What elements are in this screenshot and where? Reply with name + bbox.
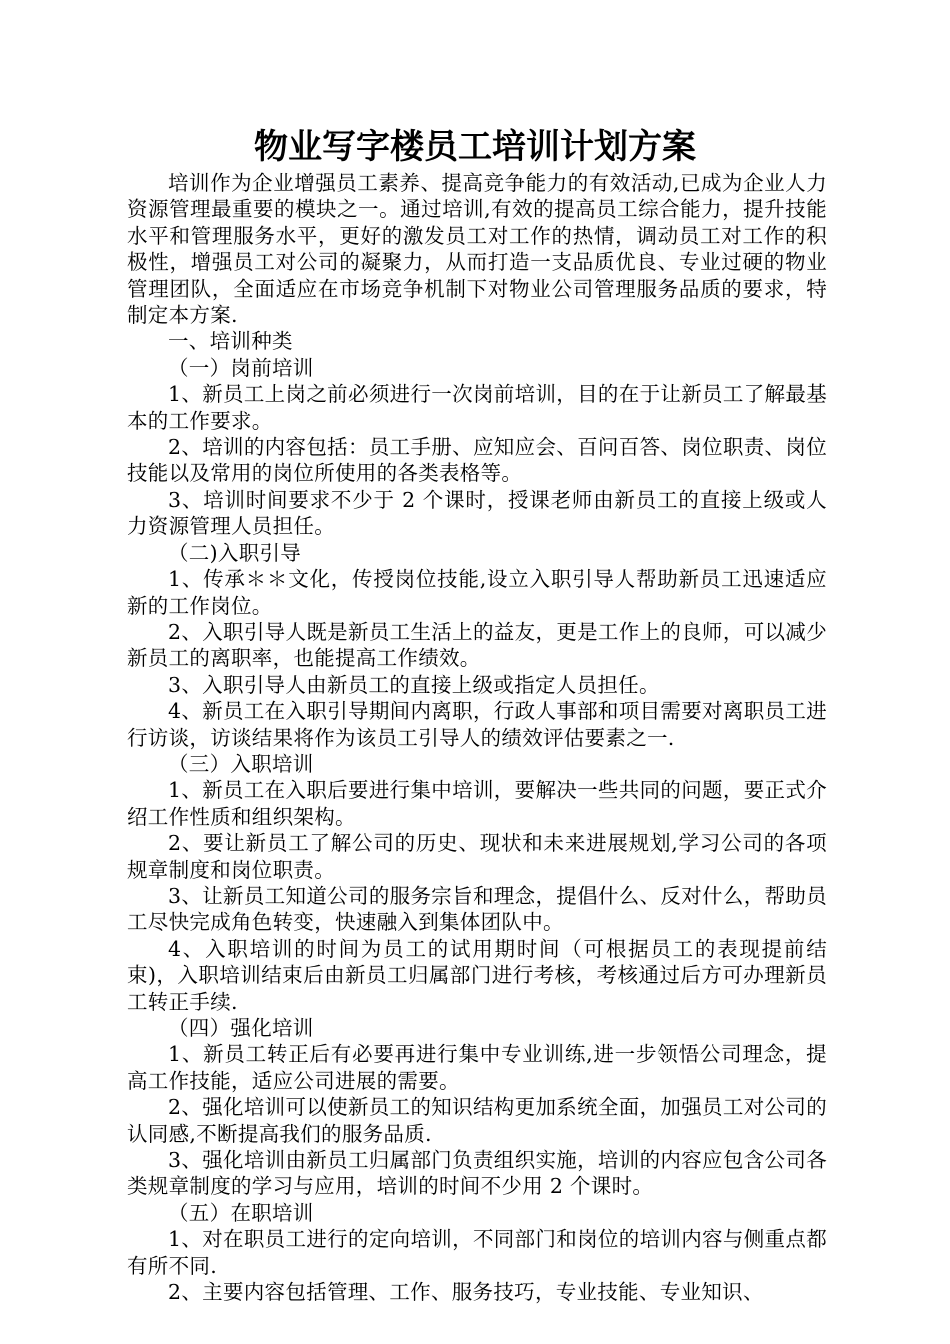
subsection-heading-induction: （三）入职培训 bbox=[168, 751, 314, 776]
subsection-heading-intensive: （四）强化培训 bbox=[168, 1016, 314, 1040]
list-item: 4、入职培训的时间为员工的试用期时间（可根据员工的表现提前结束)，入职培训结束后由新员工归属部门进行考核，考核通过后方可办理新员工转正手续. bbox=[127, 936, 827, 1014]
list-item: 1、新员工上岗之前必须进行一次岗前培训，目的在于让新员工了解最基本的工作要求。 bbox=[127, 382, 827, 433]
list-item: 1、新员工转正后有必要再进行集中专业训练,进一步领悟公司理念，提高工作技能，适应公司进展的需要。 bbox=[127, 1042, 827, 1093]
list-item: 4、新员工在入职引导期间内离职，行政人事部和项目需要对离职员工进行访谈，访谈结果将作为该员工引导人的绩效评估要素之一. bbox=[127, 699, 827, 750]
list-item: 2、入职引导人既是新员工生活上的益友，更是工作上的良师，可以减少新员工的离职率，也能提高工作绩效。 bbox=[127, 619, 827, 671]
intro-paragraph: 培训作为企业增强员工素养、提高竞争能力的有效活动,已成为企业人力资源管理最重要的模块之一。通过培训,有效的提高员工综合能力，提升技能水平和管理服务水平，更好的激发员工对工作的热情，调动员工对工作的积极性，增强员工对公司的凝聚力，从而打造一支品质优良、专业过硬的物业管理团队，全面适应在市场竞争机制下对物业公司管理服务品质的要求，特制定本方案. bbox=[127, 171, 827, 328]
list-item: 2、培训的内容包括：员工手册、应知应会、百问百答、岗位职责、岗位技能以及常用的岗位所使用的各类表格等。 bbox=[127, 435, 827, 486]
list-item: 3、让新员工知道公司的服务宗旨和理念，提倡什么、反对什么，帮助员工尽快完成角色转变，快速融入到集体团队中。 bbox=[127, 883, 827, 935]
list-item: 2、强化培训可以使新员工的知识结构更加系统全面，加强员工对公司的认同感,不断提高我们的服务品质. bbox=[127, 1095, 827, 1146]
list-item: 1、传承＊＊文化，传授岗位技能,设立入职引导人帮助新员工迅速适应新的工作岗位。 bbox=[127, 567, 827, 618]
list-item: 3、强化培训由新员工归属部门负责组织实施，培训的内容应包含公司各类规章制度的学习与应用，培训的时间不少用 2 个课时。 bbox=[127, 1148, 827, 1199]
list-item: 1、对在职员工进行的定向培训，不同部门和岗位的培训内容与侧重点都有所不同. bbox=[127, 1227, 827, 1278]
list-item: 1、新员工在入职后要进行集中培训，要解决一些共同的问题，要正式介绍工作性质和组织架构。 bbox=[127, 778, 827, 829]
list-item: 2、要让新员工了解公司的历史、现状和未来进展规划,学习公司的各项规章制度和岗位职责。 bbox=[127, 831, 827, 882]
document-title: 物业写字楼员工培训计划方案 bbox=[254, 127, 696, 167]
subsection-heading-pre-job: （一）岗前培训 bbox=[168, 355, 314, 380]
section-heading-training-types: 一、培训种类 bbox=[168, 329, 293, 354]
subsection-heading-on-the-job: （五）在职培训 bbox=[168, 1200, 314, 1225]
list-item: 3、入职引导人由新员工的直接上级或指定人员担任。 bbox=[168, 672, 660, 697]
subsection-heading-onboarding-guide: （二)入职引导 bbox=[168, 540, 302, 565]
list-item: 3、培训时间要求不少于 2 个课时，授课老师由新员工的直接上级或人力资源管理人员担任。 bbox=[127, 487, 827, 539]
document-body bbox=[127, 170, 827, 1305]
list-item: 2、主要内容包括管理、工作、服务技巧，专业技能、专业知识、 bbox=[168, 1280, 764, 1305]
